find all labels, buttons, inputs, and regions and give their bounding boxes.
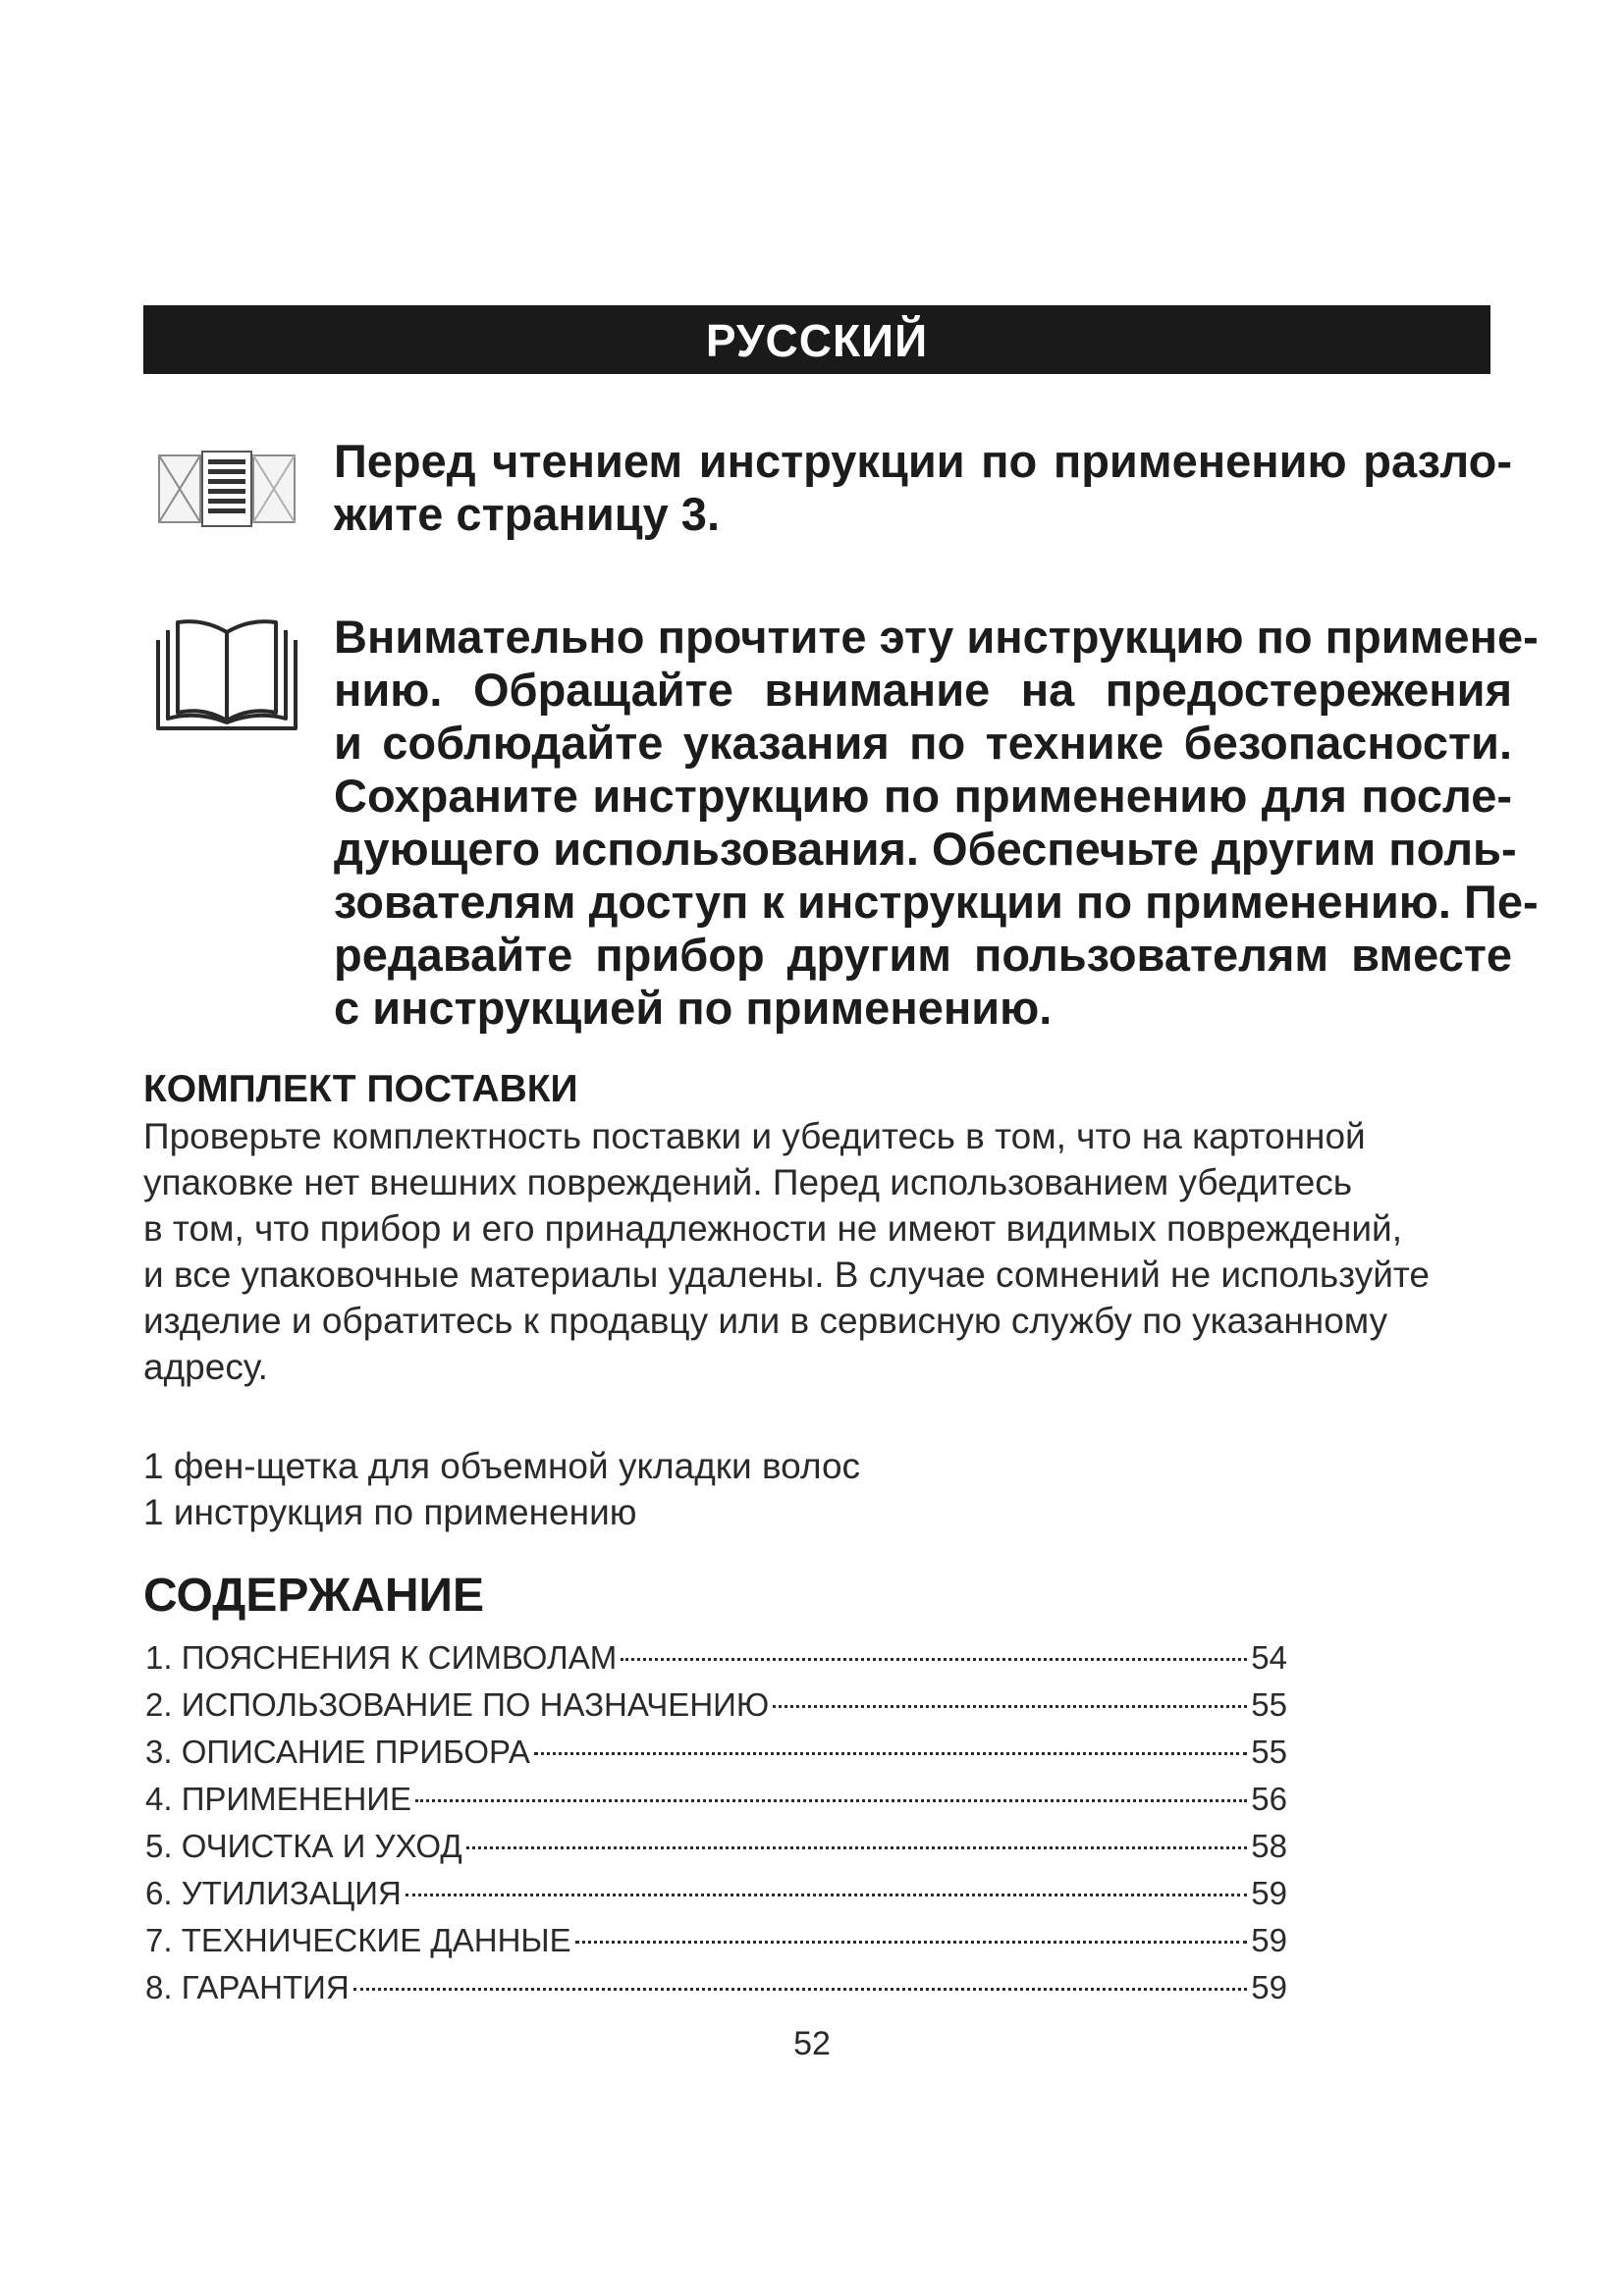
toc-title: СОДЕРЖАНИЕ [143,1570,484,1622]
delivery-paragraph-line: упаковке нет внешних повреждений. Перед использованием убедитесь [143,1162,1353,1202]
toc-entry-page: 55 [1251,1686,1287,1723]
toc-dot-leader [353,1988,1248,1991]
delivery-paragraph-line: Проверьте комплектность поставки и убедитесь в том, что на картонной [143,1116,1366,1156]
toc-entry[interactable] [145,1870,1287,1917]
open-book-icon [154,618,299,732]
delivery-paragraph-line: адресу. [143,1347,268,1387]
delivery-heading: КОМПЛЕКТ ПОСТАВКИ [143,1068,578,1110]
toc-entry[interactable] [145,1634,1287,1682]
delivery-items [143,1443,860,1535]
read-notice-line: редавайте прибор другим пользователям вместе [334,929,1512,981]
toc-entry[interactable] [145,1682,1287,1729]
toc-entry-page: 55 [1251,1734,1287,1770]
read-notice-line: нию. Обращайте внимание на предостережения [334,664,1512,716]
toc-dot-leader [621,1658,1247,1661]
toc-entry-label: 8. ГАРАНТИЯ [145,1969,350,2005]
language-title: РУССКИЙ [705,315,929,366]
toc-entry[interactable] [145,1823,1287,1870]
read-notice-line: дующего использования. Обеспечьте другим поль- [334,823,1517,875]
fold-notice-line: жите страницу 3. [334,488,721,540]
delivery-item: 1 инструкция по применению [143,1492,637,1532]
toc-entry-label: 3. ОПИСАНИЕ ПРИБОРА [145,1734,530,1770]
delivery-paragraph-line: изделие и обратитесь к продавцу или в сервисную службу по указанному [143,1301,1388,1341]
read-notice-line: с инструкцией по применению. [334,982,1053,1034]
toc-entry-page: 59 [1251,1969,1287,2005]
toc-entry-page: 59 [1251,1922,1287,1958]
toc-dot-leader [575,1941,1248,1944]
toc-dot-leader [773,1705,1247,1708]
toc-entry-page: 58 [1251,1828,1287,1864]
read-notice-line: Сохраните инструкцию по применению для после- [334,770,1512,822]
toc-entry-label: 4. ПРИМЕНЕНИЕ [145,1781,412,1817]
toc-entry-label: 7. ТЕХНИЧЕСКИЕ ДАННЫЕ [145,1922,571,1958]
toc-entry[interactable] [145,1917,1287,1964]
delivery-item: 1 фен-щетка для объемной укладки волос [143,1446,861,1486]
delivery-paragraph-line: и все упаковочные материалы удалены. В случае сомнений не используйте [143,1255,1430,1295]
toc-entry-label: 6. УТИЛИЗАЦИЯ [145,1875,402,1911]
delivery-paragraph-line: в том, что прибор и его принадлежности не имеют видимых повреждений, [143,1208,1402,1249]
table-of-contents [145,1634,1287,2011]
toc-entry-label: 1. ПОЯСНЕНИЯ К СИМВОЛАМ [145,1639,618,1676]
read-notice-line: зователям доступ к инструкции по применению. Пе- [334,876,1539,928]
fold-notice [334,435,1512,541]
toc-entry-page: 54 [1251,1639,1287,1676]
toc-entry-label: 2. ИСПОЛЬЗОВАНИЕ ПО НАЗНАЧЕНИЮ [145,1686,770,1723]
toc-entry-page: 56 [1251,1781,1287,1817]
toc-dot-leader [534,1752,1247,1755]
page-number: 52 [793,2025,831,2062]
toc-entry[interactable] [145,1729,1287,1776]
toc-dot-leader [415,1799,1247,1802]
language-header-bar [143,305,1490,374]
toc-dot-leader [466,1846,1248,1849]
toc-entry-label: 5. ОЧИСТКА И УХОД [145,1828,462,1864]
fold-notice-line: Перед чтением инструкции по применению разло- [334,435,1512,487]
read-notice-line: и соблюдайте указания по технике безопасности. [334,717,1512,769]
toc-entry[interactable] [145,1964,1287,2011]
toc-entry[interactable] [145,1776,1287,1823]
read-notice-line: Внимательно прочтите эту инструкцию по примене- [334,611,1539,663]
toc-entry-page: 59 [1251,1875,1287,1911]
read-instructions-notice [334,611,1539,1035]
toc-dot-leader [406,1894,1247,1896]
delivery-paragraph [143,1113,1489,1390]
fold-out-page-icon [157,448,297,530]
